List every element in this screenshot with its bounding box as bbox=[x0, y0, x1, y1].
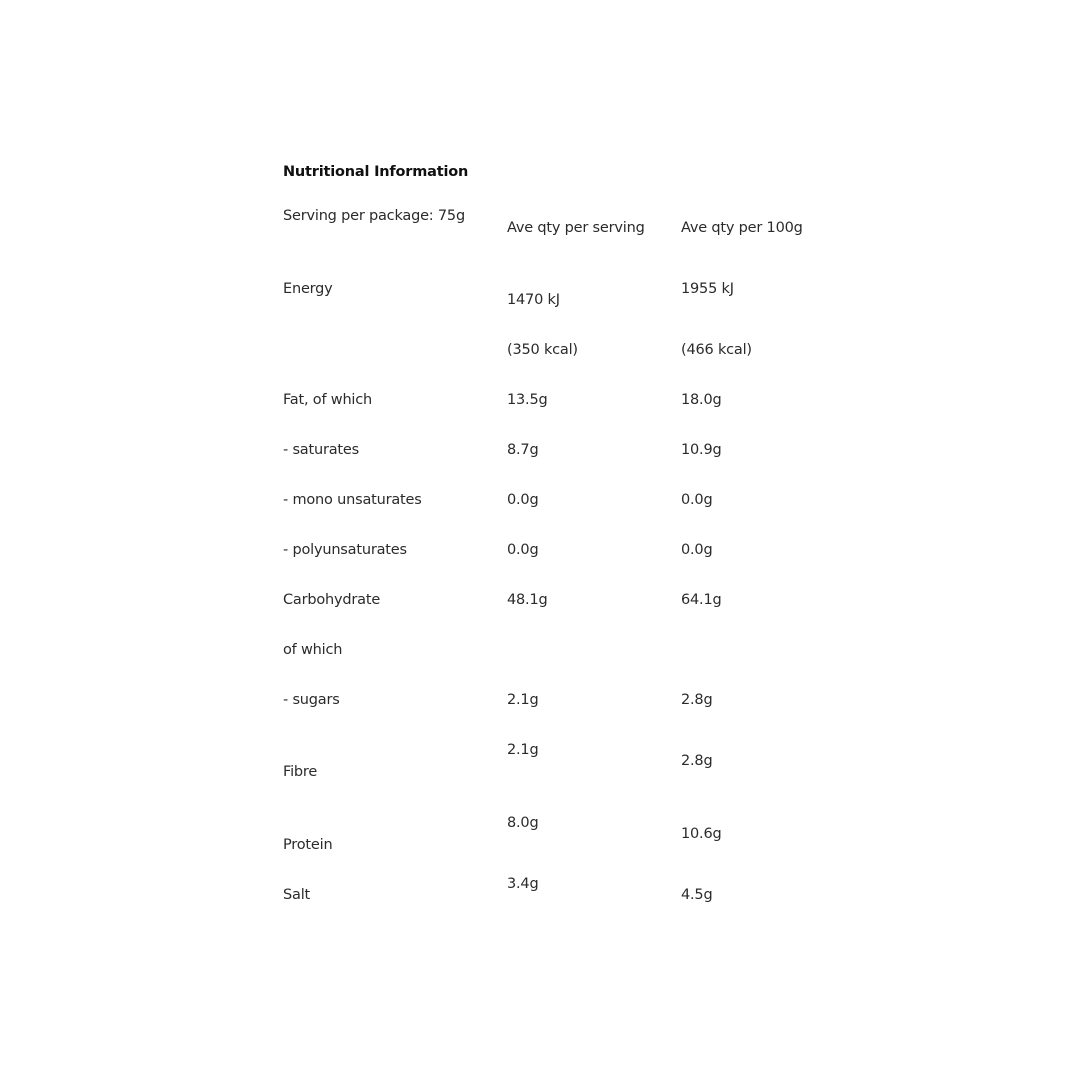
saturates-per-serving: 8.7g bbox=[507, 442, 539, 458]
row-label-fibre: Fibre bbox=[283, 764, 318, 780]
serving-size-label: Serving per package: 75g bbox=[283, 208, 465, 224]
protein-per-100g: 10.6g bbox=[681, 826, 722, 842]
salt-per-serving: 3.4g bbox=[507, 876, 539, 892]
row-label-saturates: - saturates bbox=[283, 442, 359, 458]
row-label-salt: Salt bbox=[283, 887, 311, 903]
energy-kcal-per-serving: (350 kcal) bbox=[507, 342, 578, 358]
sugars-per-serving: 2.1g bbox=[507, 692, 539, 708]
carbohydrate-per-serving: 48.1g bbox=[507, 592, 548, 608]
panel-title: Nutritional Information bbox=[283, 164, 469, 180]
row-label-mono-unsaturates: - mono unsaturates bbox=[283, 492, 422, 508]
fat-per-serving: 13.5g bbox=[507, 392, 548, 408]
sugars-per-100g: 2.8g bbox=[681, 692, 713, 708]
protein-per-serving: 8.0g bbox=[507, 815, 539, 831]
energy-kj-per-serving: 1470 kJ bbox=[507, 292, 560, 308]
polyunsaturates-per-serving: 0.0g bbox=[507, 542, 539, 558]
row-label-sugars: - sugars bbox=[283, 692, 340, 708]
row-label-fat: Fat, of which bbox=[283, 392, 373, 408]
energy-kj-per-100g: 1955 kJ bbox=[681, 281, 734, 297]
column-header-per-100g: Ave qty per 100g bbox=[681, 220, 803, 236]
fibre-per-serving: 2.1g bbox=[507, 742, 539, 758]
row-label-carbohydrate: Carbohydrate bbox=[283, 592, 381, 608]
row-label-energy: Energy bbox=[283, 281, 333, 297]
polyunsaturates-per-100g: 0.0g bbox=[681, 542, 713, 558]
column-header-per-serving: Ave qty per serving bbox=[507, 220, 645, 236]
row-label-protein: Protein bbox=[283, 837, 333, 853]
salt-per-100g: 4.5g bbox=[681, 887, 713, 903]
fibre-per-100g: 2.8g bbox=[681, 753, 713, 769]
row-label-polyunsaturates: - polyunsaturates bbox=[283, 542, 407, 558]
row-label-of-which: of which bbox=[283, 642, 343, 658]
carbohydrate-per-100g: 64.1g bbox=[681, 592, 722, 608]
mono-unsaturates-per-100g: 0.0g bbox=[681, 492, 713, 508]
mono-unsaturates-per-serving: 0.0g bbox=[507, 492, 539, 508]
saturates-per-100g: 10.9g bbox=[681, 442, 722, 458]
fat-per-100g: 18.0g bbox=[681, 392, 722, 408]
energy-kcal-per-100g: (466 kcal) bbox=[681, 342, 752, 358]
